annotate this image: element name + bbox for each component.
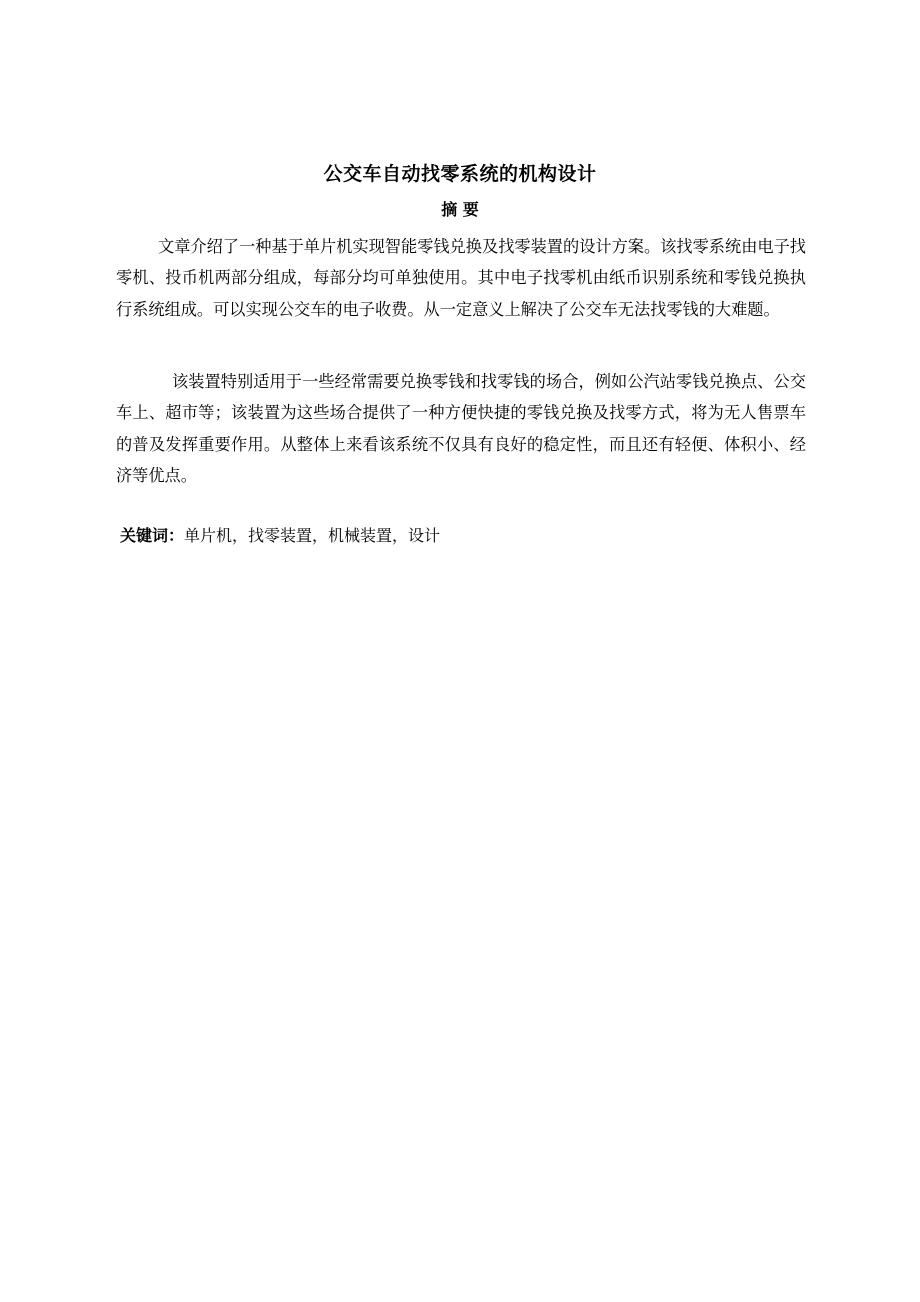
abstract-paragraph: 文章介绍了一种基于单片机实现智能零钱兑换及找零装置的设计方案。该找零系统由电子找零机、投币机两部分组成，每部分均可单独使用。其中电子找零机由纸币识别系统和零钱兑换执行系统组成。可以实现公交车的电子收费。从一定意义上解决了公交车无法找零钱的大难题。 bbox=[116, 237, 806, 319]
document-title: 公交车自动找零系统的机构设计 bbox=[323, 163, 597, 185]
keywords-line bbox=[120, 522, 800, 551]
keywords-label: 关键词： bbox=[120, 526, 185, 545]
keywords-values: 单片机，找零装置，机械装置，设计 bbox=[184, 526, 441, 545]
abstract-paragraph: 该装置特别适用于一些经常需要兑换零钱和找零钱的场合，例如公汽站零钱兑换点、公交车上、超市等；该装置为这些场合提供了一种方便快捷的零钱兑换及找零方式，将为无人售票车的普及发挥重要作用。从整体上来看该系统不仅具有良好的稳定性，而且还有轻便、体积小、经济等优点。 bbox=[116, 372, 806, 485]
abstract-heading: 摘 要 bbox=[441, 200, 479, 219]
